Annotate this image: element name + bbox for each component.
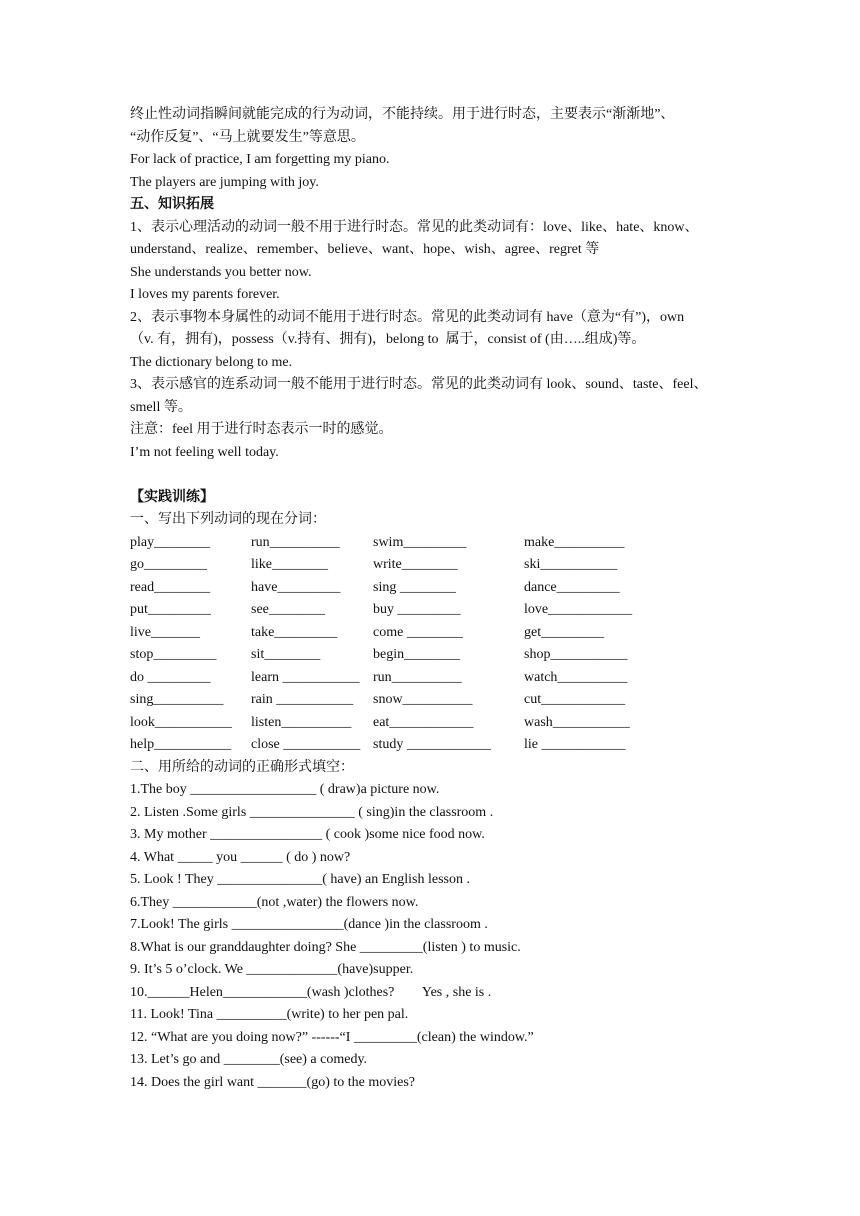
- verb-row: [130, 577, 740, 600]
- verb-cell: lie ____________: [524, 737, 626, 752]
- intro-line-1: 终止性动词指瞬间就能完成的行为动词，不能持续。用于进行时态，主要表示“渐渐地”、: [130, 107, 675, 122]
- verb-cell: like________: [251, 557, 328, 572]
- section-5-note: 注意：feel 用于进行时态表示一时的感觉。: [130, 422, 393, 437]
- verb-table: [130, 532, 740, 757]
- verb-cell: rain ___________: [251, 692, 354, 707]
- part-2-title: 二、用所给的动词的正确形式填空：: [130, 759, 354, 775]
- verb-cell: cut____________: [524, 692, 626, 707]
- section-5-p3-line-2: smell 等。: [130, 399, 192, 415]
- section-5-p3-line-1: 3、表示感官的连系动词一般不能用于进行时态。常见的此类动词有 look、sound、taste、feel、: [130, 377, 708, 392]
- verb-cell: come ________: [373, 624, 463, 640]
- practice-heading: 【实践训练】: [130, 489, 214, 505]
- verb-cell: snow__________: [373, 692, 473, 707]
- verb-cell: get_________: [524, 624, 605, 640]
- section-5-p1-example-1: She understands you better now.: [130, 264, 312, 280]
- exercise-sentence: 13. Let’s go and ________(see) a comedy.: [130, 1052, 368, 1067]
- verb-cell: close ___________: [251, 737, 361, 752]
- part-1-title: 一、写出下列动词的现在分词：: [130, 512, 326, 527]
- verb-row: [130, 712, 740, 735]
- verb-row: [130, 689, 740, 712]
- verb-cell: run__________: [251, 534, 340, 550]
- verb-cell: have_________: [251, 579, 341, 595]
- verb-cell: see________: [251, 602, 325, 617]
- verb-cell: stop_________: [130, 647, 217, 662]
- verb-cell: run__________: [373, 669, 462, 685]
- exercise-sentence: 4. What _____ you ______ ( do ) now?: [130, 849, 351, 865]
- section-5-p2-example-1: The dictionary belong to me.: [130, 354, 293, 370]
- verb-cell: swim_________: [373, 534, 467, 550]
- verb-row: [130, 554, 740, 577]
- exercise-sentence: 8.What is our granddaughter doing? She _________(listen ) to music.: [130, 939, 521, 955]
- section-5-p2-line-1: 2、表示事物本身属性的动词不能用于进行时态。常见的此类动词有 have（意为“有”)，own: [130, 309, 685, 325]
- section-5-p1-example-2: I loves my parents forever.: [130, 287, 280, 302]
- exercise-sentence: 10.______Helen____________(wash )clothes? Yes , she is .: [130, 984, 492, 1000]
- exercise-sentence: 9. It’s 5 o’clock. We _____________(have)supper.: [130, 962, 414, 977]
- exercise-sentence: 6.They ____________(not ,water) the flowers now.: [130, 894, 419, 910]
- verb-cell: go_________: [130, 557, 207, 572]
- verb-row: [130, 667, 740, 690]
- verb-cell: eat____________: [373, 714, 474, 730]
- section-5-p1-line-2: understand、realize、remember、believe、want、hope、wish、agree、regret 等: [130, 242, 600, 257]
- section-5-p1-line-1: 1、表示心理活动的动词一般不用于进行时态。常见的此类动词有：love、like、hate、know、: [130, 219, 699, 235]
- exercise-sentence: 5. Look ! They _______________( have) an English lesson .: [130, 872, 470, 887]
- section-5-heading: 五、知识拓展: [130, 197, 214, 212]
- verb-cell: wash___________: [524, 714, 630, 730]
- verb-cell: listen__________: [251, 714, 352, 730]
- exercise-sentence: 11. Look! Tina __________(write) to her pen pal.: [130, 1007, 409, 1022]
- verb-cell: ski___________: [524, 557, 618, 572]
- verb-row: [130, 644, 740, 667]
- intro-example-1: For lack of practice, I am forgetting my piano.: [130, 152, 390, 167]
- verb-cell: write________: [373, 557, 458, 572]
- verb-row: [130, 599, 740, 622]
- section-5-p2-line-2: （v. 有，拥有)，possess（v.持有、拥有)，belong to 属于，consist of (由…..组成)等。: [130, 332, 646, 347]
- verb-cell: put_________: [130, 602, 211, 617]
- intro-example-2: The players are jumping with joy.: [130, 174, 319, 190]
- verb-cell: buy _________: [373, 602, 461, 617]
- verb-cell: take_________: [251, 624, 338, 640]
- verb-cell: learn ___________: [251, 669, 360, 685]
- verb-row: [130, 622, 740, 645]
- exercise-sentence: 2. Listen .Some girls _______________ ( sing)in the classroom .: [130, 804, 494, 820]
- verb-cell: read________: [130, 579, 211, 595]
- document-page: [130, 104, 740, 1094]
- verb-cell: sit________: [251, 647, 321, 662]
- verb-cell: sing__________: [130, 692, 224, 707]
- section-5-note-example: I’m not feeling well today.: [130, 444, 279, 460]
- verb-cell: look___________: [130, 714, 232, 730]
- exercise-sentence: 12. “What are you doing now?” ------“I _________(clean) the window.”: [130, 1029, 534, 1045]
- spacer: [130, 464, 740, 487]
- verb-cell: study ____________: [373, 737, 491, 752]
- verb-cell: begin________: [373, 647, 461, 662]
- verb-cell: live_______: [130, 624, 200, 640]
- verb-cell: love____________: [524, 602, 633, 617]
- exercise-sentence: 14. Does the girl want _______(go) to the movies?: [130, 1074, 416, 1090]
- verb-cell: dance_________: [524, 579, 620, 595]
- verb-cell: play________: [130, 534, 211, 550]
- verb-cell: watch__________: [524, 669, 628, 685]
- exercise-sentence: 3. My mother ________________ ( cook )some nice food now.: [130, 827, 485, 842]
- exercise-sentence: 1.The boy __________________ ( draw)a picture now.: [130, 782, 440, 797]
- verb-row: [130, 734, 740, 757]
- intro-line-2: “动作反复”、“马上就要发生”等意思。: [130, 129, 365, 145]
- verb-cell: help___________: [130, 737, 232, 752]
- verb-cell: sing ________: [373, 579, 456, 595]
- verb-cell: shop___________: [524, 647, 628, 662]
- exercise-sentence: 7.Look! The girls ________________(dance )in the classroom .: [130, 917, 488, 932]
- verb-row: [130, 532, 740, 555]
- verb-cell: do _________: [130, 669, 211, 685]
- verb-cell: make__________: [524, 534, 625, 550]
